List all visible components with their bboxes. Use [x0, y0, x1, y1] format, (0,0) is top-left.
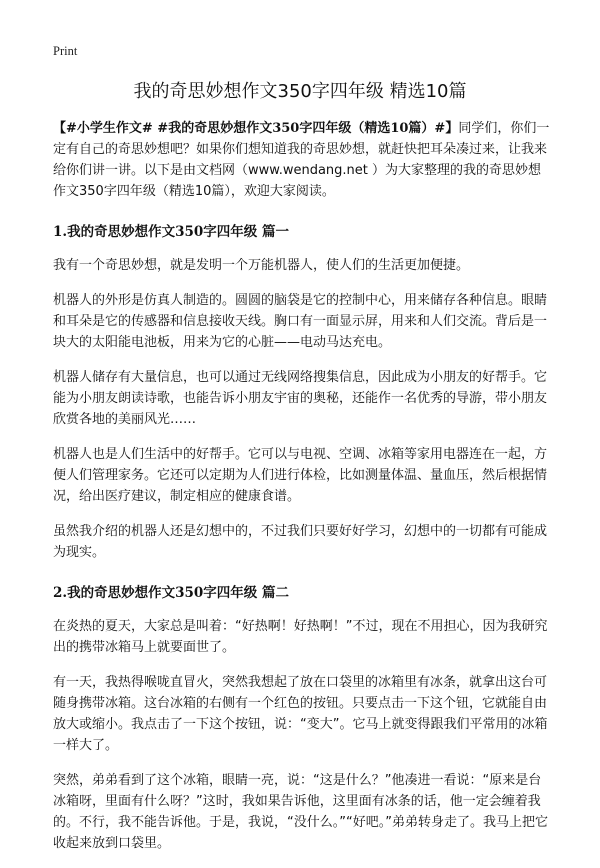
paragraph: 在炎热的夏天，大家总是叫着：“好热啊！好热啊！”不过，现在不用担心，因为我研究出的携带冰箱马上就要面世了。 — [53, 619, 548, 655]
intro-text: 同学们，你们一定有自己的奇思妙想吧？如果你们想知道我的奇思妙想，就赶快把耳朵凑过来，让我来给你们讲一讲。以下是由文档网（www.wendang.net ）为大家整理的我的奇思妙想作文350字四年级（精选10篇），欢迎大家阅读。 — [53, 121, 550, 199]
paragraph: 机器人储存有大量信息，也可以通过无线网络搜集信息，因此成为小朋友的好帮手。它能为小朋友朗读诗歌，也能告诉小朋友宇宙的奥秘，还能作一名优秀的导游，带小朋友欣赏各地的美丽风光…… — [53, 370, 548, 427]
intro-tag: 【#小学生作文# #我的奇思妙想作文350字四年级（精选10篇）#】 — [53, 121, 459, 136]
paragraph: 突然，弟弟看到了这个冰箱，眼睛一亮，说：“这是什么？”他凑进一看说：“原来是台冰箱呀，里面有什么呀？”这时，我如果告诉他，这里面有冰条的话，他一定会缠着我的。不行，我不能告诉他。于是，我说，“没什么。”“好吧。”弟弟转身走了。我马上把它收起来放到口袋里。 — [53, 773, 548, 851]
article-body — [53, 118, 550, 868]
section-heading-2: 2.我的奇思妙想作文350字四年级 篇二 — [53, 585, 289, 601]
paragraph: 虽然我介绍的机器人还是幻想中的，不过我们只要好好学习，幻想中的一切都有可能成为现实。 — [53, 524, 548, 560]
paragraph: 机器人也是人们生活中的好帮手。它可以与电视、空调、冰箱等家用电器连在一起，方便人们管理家务。它还可以定期为人们进行体检，比如测量体温、量血压，然后根据情况，给出医疗建议，制定相应的健康食谱。 — [53, 447, 548, 504]
paragraph: 我有一个奇思妙想，就是发明一个万能机器人，使人们的生活更加便捷。 — [53, 258, 470, 273]
intro-paragraph — [53, 118, 550, 202]
paragraph: 机器人的外形是仿真人制造的。圆圆的脑袋是它的控制中心，用来储存各种信息。眼睛和耳朵是它的传感器和信息接收天线。胸口有一面显示屏，用来和人们交流。背后是一块大的太阳能电池板，用来为它的心脏——电动马达充电。 — [53, 293, 548, 350]
print-link[interactable]: Print — [53, 44, 78, 58]
page-title: 我的奇思妙想作文350字四年级 精选10篇 — [133, 81, 467, 102]
paragraph: 有一天，我热得喉咙直冒火，突然我想起了放在口袋里的冰箱里有冰条，就拿出这台可随身携带冰箱。这台冰箱的右侧有一个红色的按钮。只要点击一下这个钮，它就能自由放大或缩小。我点击了一下这个按钮，说：“变大”。它马上就变得跟我们平常用的冰箱一样大了。 — [53, 675, 548, 753]
section-heading-1: 1.我的奇思妙想作文350字四年级 篇一 — [53, 224, 289, 240]
